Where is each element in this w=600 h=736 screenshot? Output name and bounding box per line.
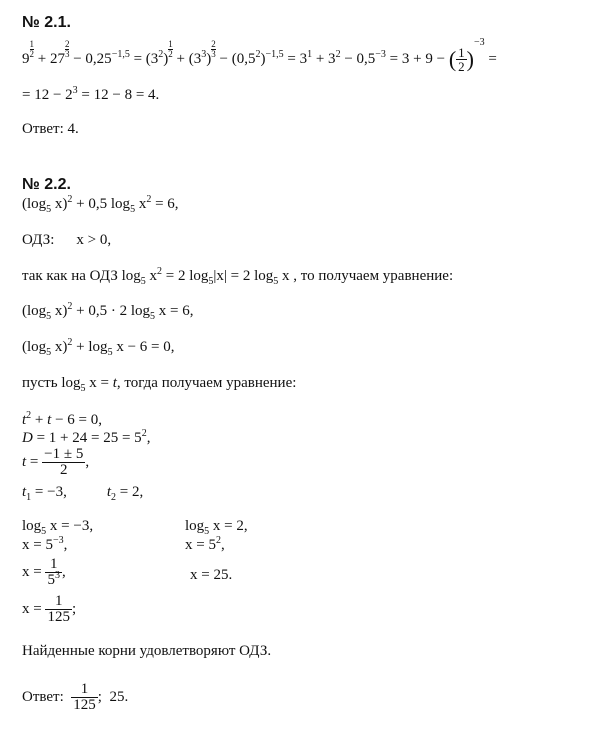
problem-2-1-equation-line-2: = $12 - 2^3 = 12 - 8 = 4$. bbox=[22, 85, 160, 103]
odz-label: ОДЗ: bbox=[22, 232, 55, 248]
equation-step-1: ($\log_5$ x)$^2$ + 0,5 · 2 $\log_5 x = 6$, bbox=[22, 301, 194, 322]
right-case-log: $\log_5 x = 2$, bbox=[185, 518, 248, 537]
problem-2-1-title: № 2.1. bbox=[22, 14, 71, 31]
quadratic-equation: $t^2 + t - 6 = 0$, bbox=[22, 410, 102, 428]
problem-2-1-answer: Ответ: 4. bbox=[22, 121, 79, 137]
right-case-power: $x = 5^2$, bbox=[185, 535, 225, 553]
roots-formula: t = $\frac{-1 \pm 5}{2}$ , bbox=[22, 446, 90, 478]
odz-value: x > 0, bbox=[76, 232, 112, 248]
roots-values: $t_1 = -3$, $t_2 = 2$, bbox=[22, 484, 144, 503]
equation-step-2: ($\log_5$ $x)^2 + \log_5 x - 6 = 0$, bbox=[22, 337, 175, 358]
left-case-result: x = $\frac{1}{125}$ ; bbox=[22, 593, 77, 625]
odz-note: так как на ОДЗ $\log_5 x^2 = 2$ $\log_5|x| = 2$ $\log_5 x$ , то получаем уравнение: bbox=[22, 266, 454, 287]
substitution-line: пусть $\log_5 x = t$, тогда получаем уравнение: bbox=[22, 375, 297, 394]
conclusion: Найденные корни удовлетворяют ОДЗ. bbox=[22, 643, 272, 659]
right-case-result: x = 25. bbox=[190, 567, 233, 583]
problem-2-2-equation: ($\log_5$ x)$^2$ + 0,5 $\log_5 x^2 = 6$, bbox=[22, 194, 179, 215]
problem-2-1-equation-line-1: 9 $\frac{1}{2}$ + 27 $\frac{2}{3}$ − $0,25^{-1,5} = (3^2)$ $\frac{1}{2}$ + $(3^3)$ $\frac{2}{3}$ − $(0,5^2)^{-1,5} = 3^1 + 3^2 - 0,5^{-3} = 3 + 9$ − ( $\frac{1}{2}$ )$^{-3}$ = bbox=[22, 37, 497, 75]
discriminant: $D = 1 + 24 = 25 = 5^2$, bbox=[22, 428, 151, 446]
left-case-log: $\log_5 x = -3$, bbox=[22, 518, 94, 537]
problem-2-2-answer: Ответ: $\frac{1}{125}$ ; 25. bbox=[22, 681, 129, 713]
left-case-power: $x = 5^{-3}$, bbox=[22, 535, 68, 553]
odz-line bbox=[22, 232, 111, 249]
problem-2-2-title: № 2.2. bbox=[22, 176, 71, 193]
left-case-fraction: x = $\frac{1}{5^3}$ , bbox=[22, 556, 66, 588]
